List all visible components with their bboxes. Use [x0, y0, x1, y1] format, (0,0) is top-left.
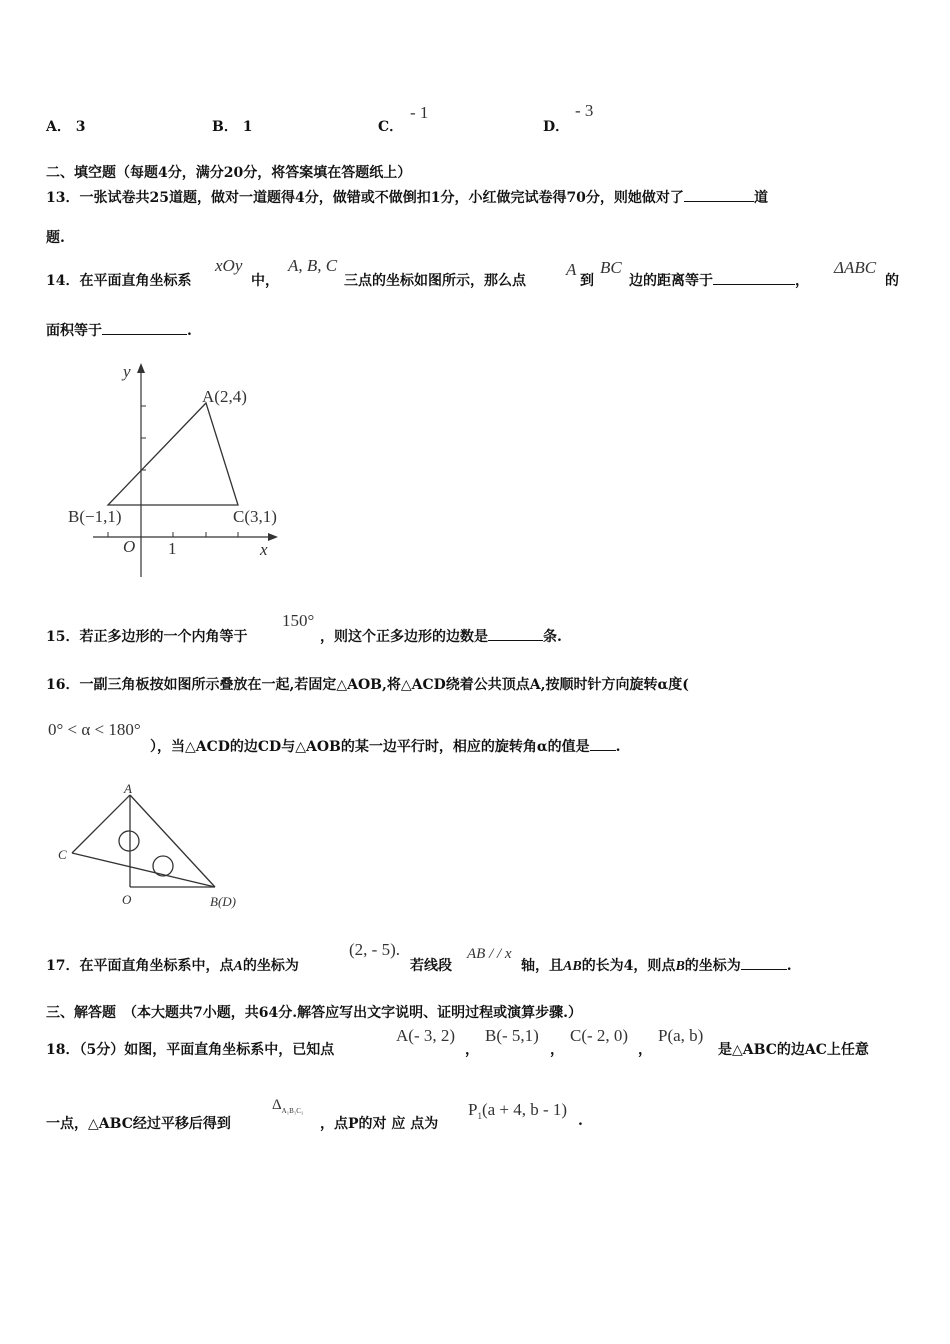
point-b-label: B(−1,1)	[68, 507, 122, 526]
question-17-p1: 17．在平面直角坐标系中，点A的坐标为	[46, 958, 299, 974]
math-bc: BC	[600, 258, 622, 277]
question-14-p5: 边的距离等于 ，	[629, 273, 809, 289]
question-18-line2b: ，点P的对 应 点为	[320, 1116, 439, 1132]
coordinate-figure	[60, 355, 300, 595]
answer-blank	[741, 957, 787, 970]
question-14-p4: 到	[580, 273, 594, 289]
math-point-c: C(- 2, 0)	[570, 1026, 629, 1045]
question-14-p7: 的	[885, 273, 899, 289]
ruler-hole-circle	[153, 856, 173, 876]
vertex-bd-label: B(D)	[210, 894, 236, 909]
math-point-2-neg5: (2, - 5).	[349, 940, 400, 959]
question-17-p4: 轴，且AB的长为4，则点B的坐标为 .	[521, 958, 792, 974]
math-point-a: A(- 3, 2)	[396, 1026, 456, 1045]
option-d: D．	[543, 119, 570, 135]
separator: ，	[550, 1042, 564, 1058]
option-a: A． 3	[46, 119, 86, 135]
math-xoy: xOy	[215, 256, 243, 275]
triangle-rulers-figure	[55, 780, 255, 915]
math-delta: $\Delta_{A_1B_1C_1}$	[272, 1097, 304, 1115]
vertex-c-label: C	[58, 847, 67, 862]
math-point-p1: $P_1(a + 4$, b - 1)	[468, 1100, 568, 1121]
question-14-p3: 三点的坐标如图所示，那么点	[344, 273, 526, 289]
question-15-p1: 15．若正多边形的一个内角等于	[46, 629, 248, 645]
separator: ，	[638, 1042, 652, 1058]
math-150-degrees: 150°	[282, 611, 315, 630]
vertex-a-label: A	[124, 781, 132, 796]
y-axis-label: y	[123, 362, 131, 381]
section-2-title: 二、填空题（每题4分，满分20分，将答案填在答题纸上）	[46, 165, 412, 181]
origin-label: O	[123, 537, 136, 556]
question-17-p3: 若线段	[410, 958, 452, 974]
question-13-cont: 题.	[46, 230, 65, 246]
segment-cd	[72, 853, 215, 887]
math-point-a: A	[566, 260, 577, 279]
question-18-end: .	[578, 1113, 583, 1129]
point-a-label: A(2,4)	[202, 387, 247, 406]
option-c-value: - 1	[410, 103, 429, 122]
vertex-o-label: O	[122, 892, 132, 907]
math-abc-points: A, B, C	[288, 256, 338, 275]
answer-blank	[684, 189, 754, 202]
x-axis-arrow-icon	[268, 533, 278, 541]
answer-blank	[102, 322, 187, 335]
section-3-title: 三、解答题 （本大题共7小题，共64分.解答应写出文字说明、证明过程或演算步骤.）	[46, 1005, 582, 1021]
question-18-p1: 18．（5分）如图，平面直角坐标系中，已知点	[46, 1042, 335, 1058]
segment-ab	[130, 795, 215, 887]
answer-blank	[713, 272, 795, 285]
x-axis-label: x	[260, 540, 268, 559]
question-13: 13．一张试卷共25道题，做对一道题得4分，做错或不做倒扣1分，小红做完试卷得70分，则她做对了 道	[46, 190, 768, 206]
ruler-hole-circle	[119, 831, 139, 851]
y-axis-arrow-icon	[137, 363, 145, 373]
question-18-line2a: 一点，△ABC经过平移后得到	[46, 1116, 231, 1132]
math-alpha-range: 0° < α < 180°	[48, 720, 141, 739]
segment-ac	[72, 795, 130, 853]
question-14-p1: 14．在平面直角坐标系	[46, 273, 192, 289]
question-18-p2: 是△ABC的边AC上任意	[718, 1042, 869, 1058]
question-14-p2: 中，	[251, 273, 279, 289]
point-c-label: C(3,1)	[233, 507, 277, 526]
unit-label: 1	[168, 539, 177, 558]
question-15-p2: ，则这个正多边形的边数是 条.	[320, 629, 562, 645]
question-16-line2: ），当△ACD的边CD与△AOB的某一边平行时，相应的旋转角α的值是 .	[150, 739, 621, 755]
math-ab-parallel-x: AB / / x	[467, 946, 512, 962]
question-14-line2: 面积等于 .	[46, 323, 192, 339]
answer-blank	[488, 628, 543, 641]
option-d-value: - 3	[575, 101, 594, 120]
math-triangle-abc: ΔABC	[834, 258, 877, 277]
option-c: C．	[378, 119, 404, 135]
option-b: B． 1	[212, 119, 253, 135]
question-16-line1: 16．一副三角板按如图所示叠放在一起,若固定△AOB,将△ACD绕着公共顶点A,按顺时针方向旋转α度(	[46, 677, 689, 693]
math-point-p: P(a, b)	[658, 1026, 704, 1045]
separator: ，	[465, 1042, 479, 1058]
math-point-b: B(- 5,1)	[485, 1026, 539, 1045]
answer-blank	[590, 738, 616, 751]
triangle-abc	[108, 403, 238, 505]
